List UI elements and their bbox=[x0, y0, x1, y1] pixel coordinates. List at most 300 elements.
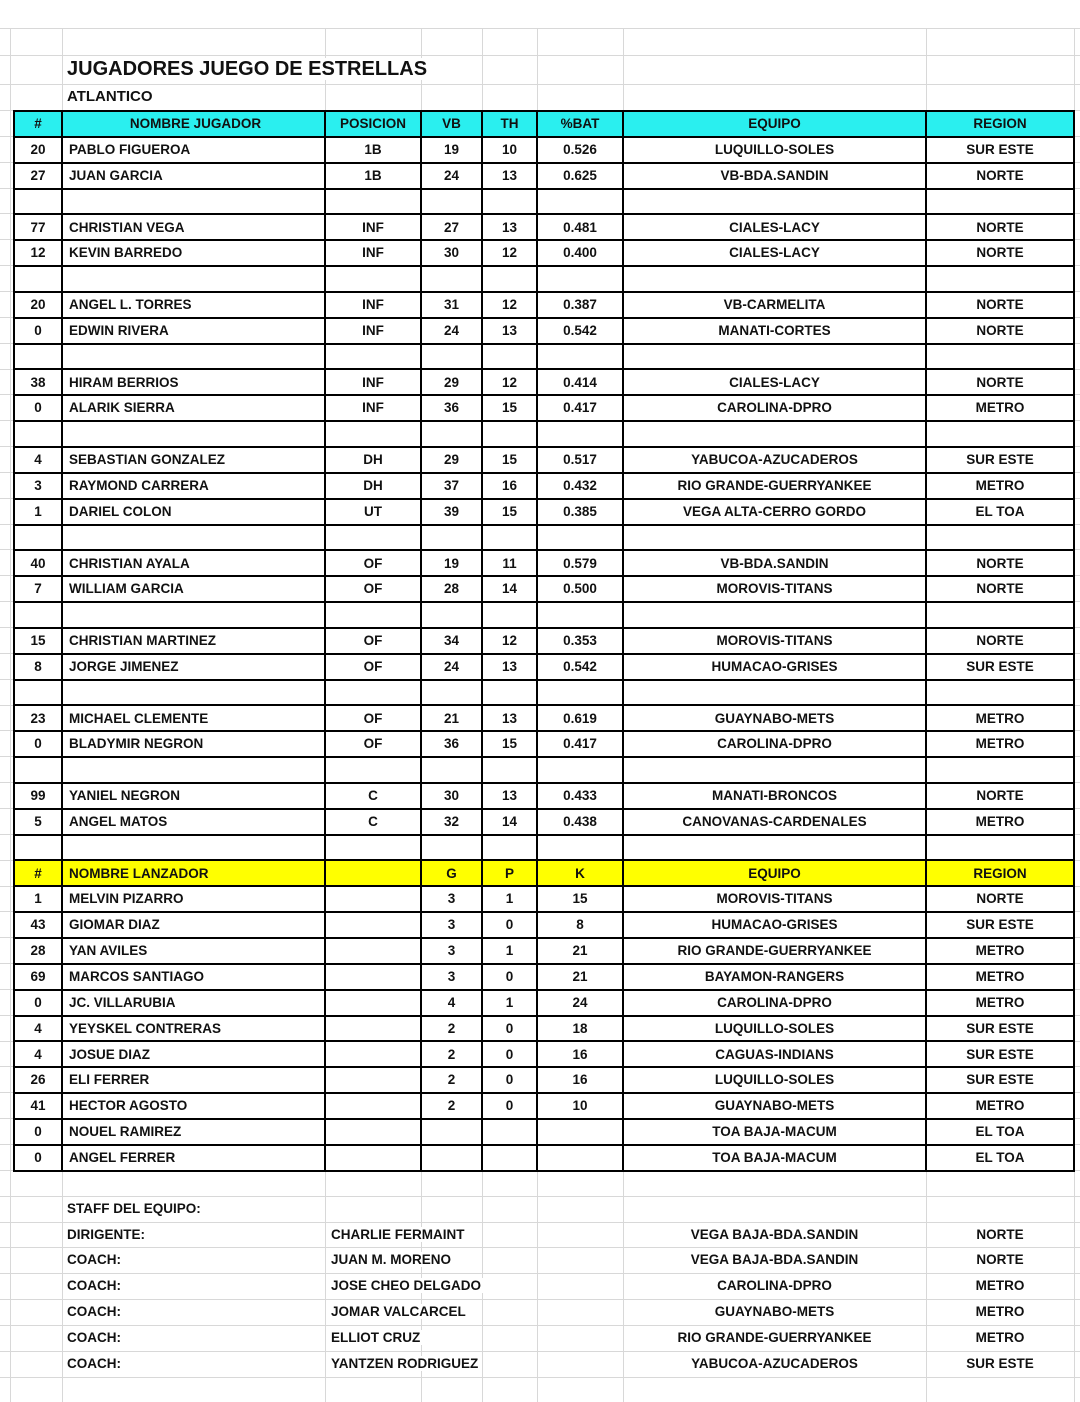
cell-col6 bbox=[537, 1145, 623, 1171]
blank-row bbox=[14, 757, 1074, 783]
cell-col6: 0.579 bbox=[537, 550, 623, 576]
cell-team: MOROVIS-TITANS bbox=[623, 576, 926, 602]
cell-pos: C bbox=[325, 809, 421, 835]
blank-row bbox=[14, 602, 1074, 628]
cell-num: 4 bbox=[14, 1041, 62, 1067]
cell-col4: 24 bbox=[421, 318, 482, 344]
staff-region: METRO bbox=[926, 1273, 1074, 1299]
pitcher-row bbox=[14, 964, 1074, 990]
page-title: JUGADORES JUEGO DE ESTRELLAS bbox=[67, 55, 430, 84]
cell-col4: 31 bbox=[421, 292, 482, 318]
pitchers-header-row bbox=[14, 860, 1074, 886]
cell-num bbox=[14, 602, 62, 628]
blank-row bbox=[14, 835, 1074, 861]
cell-col4: 29 bbox=[421, 447, 482, 473]
cell-pos bbox=[325, 602, 421, 628]
cell-col6: 0.353 bbox=[537, 628, 623, 654]
cell-num: 40 bbox=[14, 550, 62, 576]
cell-col6: 0.625 bbox=[537, 163, 623, 189]
cell-num bbox=[14, 421, 62, 447]
cell-col5: 13 bbox=[482, 318, 537, 344]
cell-pos: OF bbox=[325, 628, 421, 654]
cell-name: MICHAEL CLEMENTE bbox=[62, 705, 325, 731]
cell-region: NORTE bbox=[926, 369, 1074, 395]
cell-team: CIALES-LACY bbox=[623, 240, 926, 266]
cell-region bbox=[926, 757, 1074, 783]
cell-col4: 32 bbox=[421, 809, 482, 835]
cell-col5: 12 bbox=[482, 628, 537, 654]
cell-col4: 39 bbox=[421, 499, 482, 525]
cell-name: EDWIN RIVERA bbox=[62, 318, 325, 344]
cell-num: 1 bbox=[14, 499, 62, 525]
cell-num: 23 bbox=[14, 705, 62, 731]
cell-name bbox=[62, 835, 325, 861]
cell-col5: 10 bbox=[482, 137, 537, 163]
cell-col5: 0 bbox=[482, 1067, 537, 1093]
cell-col4: 34 bbox=[421, 628, 482, 654]
cell-pos bbox=[325, 189, 421, 215]
cell-num: 0 bbox=[14, 990, 62, 1016]
cell-team: LUQUILLO-SOLES bbox=[623, 1016, 926, 1042]
cell-pos bbox=[325, 757, 421, 783]
staff-region: NORTE bbox=[926, 1247, 1074, 1273]
cell-region: METRO bbox=[926, 964, 1074, 990]
cell-name bbox=[62, 189, 325, 215]
cell-name bbox=[62, 344, 325, 370]
staff-name: ELLIOT CRUZ bbox=[328, 1325, 423, 1351]
cell-team bbox=[623, 602, 926, 628]
cell-name: CHRISTIAN MARTINEZ bbox=[62, 628, 325, 654]
cell-region bbox=[926, 344, 1074, 370]
cell-team: RIO GRANDE-GUERRYANKEE bbox=[623, 473, 926, 499]
cell-region bbox=[926, 266, 1074, 292]
header-cell-col6: K bbox=[537, 860, 623, 886]
cell-col4: 3 bbox=[421, 938, 482, 964]
cell-pos: INF bbox=[325, 240, 421, 266]
cell-num: 20 bbox=[14, 137, 62, 163]
cell-pos: DH bbox=[325, 473, 421, 499]
cell-num: 3 bbox=[14, 473, 62, 499]
blank-row bbox=[14, 525, 1074, 551]
cell-col4 bbox=[421, 602, 482, 628]
cell-num: 20 bbox=[14, 292, 62, 318]
cell-name: RAYMOND CARRERA bbox=[62, 473, 325, 499]
cell-col5: 1 bbox=[482, 990, 537, 1016]
cell-name: ALARIK SIERRA bbox=[62, 395, 325, 421]
cell-col4: 21 bbox=[421, 705, 482, 731]
player-row bbox=[14, 369, 1074, 395]
cell-name: JORGE JIMENEZ bbox=[62, 654, 325, 680]
player-row bbox=[14, 137, 1074, 163]
cell-num: 26 bbox=[14, 1067, 62, 1093]
cell-col4 bbox=[421, 525, 482, 551]
cell-pos: 1B bbox=[325, 137, 421, 163]
cell-col5 bbox=[482, 189, 537, 215]
staff-team: CAROLINA-DPRO bbox=[623, 1273, 926, 1299]
cell-col4: 36 bbox=[421, 395, 482, 421]
cell-team: VB-BDA.SANDIN bbox=[623, 163, 926, 189]
cell-team: TOA BAJA-MACUM bbox=[623, 1119, 926, 1145]
cell-region: SUR ESTE bbox=[926, 447, 1074, 473]
cell-pos bbox=[325, 266, 421, 292]
cell-team: MOROVIS-TITANS bbox=[623, 628, 926, 654]
cell-num: 43 bbox=[14, 912, 62, 938]
cell-col4: 30 bbox=[421, 783, 482, 809]
cell-team: CAROLINA-DPRO bbox=[623, 395, 926, 421]
cell-team: CIALES-LACY bbox=[623, 214, 926, 240]
cell-col6: 21 bbox=[537, 964, 623, 990]
cell-col6: 15 bbox=[537, 886, 623, 912]
cell-col5: 14 bbox=[482, 809, 537, 835]
header-cell-num: # bbox=[14, 111, 62, 137]
player-row bbox=[14, 783, 1074, 809]
player-row bbox=[14, 473, 1074, 499]
cell-team: CAROLINA-DPRO bbox=[623, 990, 926, 1016]
cell-col6: 0.481 bbox=[537, 214, 623, 240]
cell-team: HUMACAO-GRISES bbox=[623, 654, 926, 680]
cell-name bbox=[62, 602, 325, 628]
player-row bbox=[14, 654, 1074, 680]
staff-region: NORTE bbox=[926, 1222, 1074, 1248]
cell-pos bbox=[325, 886, 421, 912]
cell-col5: 13 bbox=[482, 705, 537, 731]
cell-num bbox=[14, 757, 62, 783]
header-cell-name: NOMBRE LANZADOR bbox=[62, 860, 325, 886]
header-cell-pos: POSICION bbox=[325, 111, 421, 137]
cell-num: 4 bbox=[14, 1016, 62, 1042]
cell-name: MARCOS SANTIAGO bbox=[62, 964, 325, 990]
cell-region: SUR ESTE bbox=[926, 1041, 1074, 1067]
cell-team: LUQUILLO-SOLES bbox=[623, 1067, 926, 1093]
blank-row bbox=[14, 680, 1074, 706]
cell-col5: 11 bbox=[482, 550, 537, 576]
cell-region: NORTE bbox=[926, 628, 1074, 654]
cell-num: 0 bbox=[14, 318, 62, 344]
cell-col5: 0 bbox=[482, 964, 537, 990]
cell-region: EL TOA bbox=[926, 1119, 1074, 1145]
cell-name: CHRISTIAN VEGA bbox=[62, 214, 325, 240]
cell-pos bbox=[325, 1067, 421, 1093]
cell-col6 bbox=[537, 602, 623, 628]
cell-col6: 8 bbox=[537, 912, 623, 938]
cell-col6 bbox=[537, 344, 623, 370]
cell-num: 8 bbox=[14, 654, 62, 680]
cell-pos: OF bbox=[325, 654, 421, 680]
cell-col5: 12 bbox=[482, 240, 537, 266]
cell-num: 0 bbox=[14, 1119, 62, 1145]
header-cell-pos bbox=[325, 860, 421, 886]
cell-col4: 19 bbox=[421, 137, 482, 163]
cell-num: 15 bbox=[14, 628, 62, 654]
cell-pos: INF bbox=[325, 292, 421, 318]
cell-team: VEGA ALTA-CERRO GORDO bbox=[623, 499, 926, 525]
player-row bbox=[14, 809, 1074, 835]
cell-team bbox=[623, 525, 926, 551]
cell-name: DARIEL COLON bbox=[62, 499, 325, 525]
cell-region: METRO bbox=[926, 938, 1074, 964]
cell-pos: INF bbox=[325, 214, 421, 240]
cell-name: YEYSKEL CONTRERAS bbox=[62, 1016, 325, 1042]
cell-col6: 10 bbox=[537, 1093, 623, 1119]
cell-region: SUR ESTE bbox=[926, 1016, 1074, 1042]
pitcher-row bbox=[14, 1016, 1074, 1042]
cell-col6 bbox=[537, 525, 623, 551]
cell-col4 bbox=[421, 1145, 482, 1171]
header-cell-num: # bbox=[14, 860, 62, 886]
cell-region: METRO bbox=[926, 731, 1074, 757]
cell-region: NORTE bbox=[926, 163, 1074, 189]
cell-col4 bbox=[421, 266, 482, 292]
cell-col5 bbox=[482, 835, 537, 861]
cell-col4: 4 bbox=[421, 990, 482, 1016]
cell-region: METRO bbox=[926, 990, 1074, 1016]
player-row bbox=[14, 395, 1074, 421]
cell-name: ELI FERRER bbox=[62, 1067, 325, 1093]
cell-num bbox=[14, 525, 62, 551]
cell-pos: OF bbox=[325, 731, 421, 757]
cell-region: NORTE bbox=[926, 886, 1074, 912]
cell-team: MOROVIS-TITANS bbox=[623, 886, 926, 912]
pitcher-row bbox=[14, 912, 1074, 938]
staff-team: YABUCOA-AZUCADEROS bbox=[623, 1351, 926, 1377]
cell-col4: 3 bbox=[421, 912, 482, 938]
cell-pos bbox=[325, 912, 421, 938]
pitcher-row bbox=[14, 1093, 1074, 1119]
cell-col6: 0.433 bbox=[537, 783, 623, 809]
cell-col4 bbox=[421, 344, 482, 370]
cell-col4 bbox=[421, 189, 482, 215]
cell-team bbox=[623, 421, 926, 447]
cell-name: JUAN GARCIA bbox=[62, 163, 325, 189]
cell-team: CAGUAS-INDIANS bbox=[623, 1041, 926, 1067]
cell-num: 4 bbox=[14, 447, 62, 473]
player-row bbox=[14, 163, 1074, 189]
cell-name bbox=[62, 266, 325, 292]
blank-row bbox=[14, 344, 1074, 370]
header-cell-team: EQUIPO bbox=[623, 860, 926, 886]
cell-num: 27 bbox=[14, 163, 62, 189]
cell-col4 bbox=[421, 835, 482, 861]
staff-team: VEGA BAJA-BDA.SANDIN bbox=[623, 1247, 926, 1273]
staff-role: COACH: bbox=[64, 1273, 124, 1299]
cell-pos bbox=[325, 525, 421, 551]
staff-region: METRO bbox=[926, 1299, 1074, 1325]
cell-region bbox=[926, 421, 1074, 447]
cell-col6: 0.526 bbox=[537, 137, 623, 163]
batters-header-row bbox=[14, 111, 1074, 137]
cell-col6: 24 bbox=[537, 990, 623, 1016]
cell-col5: 12 bbox=[482, 369, 537, 395]
cell-num bbox=[14, 680, 62, 706]
cell-col4: 3 bbox=[421, 886, 482, 912]
cell-pos: OF bbox=[325, 550, 421, 576]
cell-col5 bbox=[482, 421, 537, 447]
cell-col6 bbox=[537, 1119, 623, 1145]
cell-col5: 13 bbox=[482, 783, 537, 809]
cell-team bbox=[623, 680, 926, 706]
staff-role: COACH: bbox=[64, 1299, 124, 1325]
cell-col5 bbox=[482, 1119, 537, 1145]
cell-team: CAROLINA-DPRO bbox=[623, 731, 926, 757]
cell-col5: 1 bbox=[482, 938, 537, 964]
cell-region: SUR ESTE bbox=[926, 137, 1074, 163]
cell-col4 bbox=[421, 757, 482, 783]
cell-name: JOSUE DIAZ bbox=[62, 1041, 325, 1067]
blank-row bbox=[14, 189, 1074, 215]
player-row bbox=[14, 499, 1074, 525]
cell-col5: 13 bbox=[482, 654, 537, 680]
cell-region: SUR ESTE bbox=[926, 1067, 1074, 1093]
cell-num: 77 bbox=[14, 214, 62, 240]
cell-pos: OF bbox=[325, 705, 421, 731]
cell-region: NORTE bbox=[926, 576, 1074, 602]
cell-pos bbox=[325, 964, 421, 990]
staff-role: COACH: bbox=[64, 1247, 124, 1273]
cell-pos: OF bbox=[325, 576, 421, 602]
cell-col4: 30 bbox=[421, 240, 482, 266]
staff-name: YANTZEN RODRIGUEZ bbox=[328, 1351, 481, 1377]
staff-region: SUR ESTE bbox=[926, 1351, 1074, 1377]
cell-col6: 21 bbox=[537, 938, 623, 964]
cell-num bbox=[14, 189, 62, 215]
cell-pos bbox=[325, 938, 421, 964]
blank-row bbox=[14, 266, 1074, 292]
player-row bbox=[14, 628, 1074, 654]
cell-num: 28 bbox=[14, 938, 62, 964]
cell-team: GUAYNABO-METS bbox=[623, 705, 926, 731]
cell-region: NORTE bbox=[926, 292, 1074, 318]
cell-col5: 12 bbox=[482, 292, 537, 318]
cell-region: METRO bbox=[926, 1093, 1074, 1119]
staff-name: JUAN M. MORENO bbox=[328, 1247, 454, 1273]
cell-col6: 16 bbox=[537, 1041, 623, 1067]
staff-name: CHARLIE FERMAINT bbox=[328, 1222, 468, 1248]
cell-col4: 27 bbox=[421, 214, 482, 240]
cell-pos bbox=[325, 1093, 421, 1119]
cell-col4: 24 bbox=[421, 163, 482, 189]
header-cell-col5: TH bbox=[482, 111, 537, 137]
cell-name: NOUEL RAMIREZ bbox=[62, 1119, 325, 1145]
cell-col6: 0.542 bbox=[537, 654, 623, 680]
cell-col4: 28 bbox=[421, 576, 482, 602]
cell-pos bbox=[325, 835, 421, 861]
cell-region: METRO bbox=[926, 809, 1074, 835]
cell-num: 5 bbox=[14, 809, 62, 835]
staff-name: JOSE CHEO DELGADO bbox=[328, 1273, 484, 1299]
cell-col6: 0.385 bbox=[537, 499, 623, 525]
cell-col4: 29 bbox=[421, 369, 482, 395]
cell-name bbox=[62, 421, 325, 447]
cell-team: VB-CARMELITA bbox=[623, 292, 926, 318]
cell-name bbox=[62, 525, 325, 551]
player-row bbox=[14, 292, 1074, 318]
cell-region: NORTE bbox=[926, 550, 1074, 576]
cell-col4: 2 bbox=[421, 1067, 482, 1093]
cell-region bbox=[926, 835, 1074, 861]
cell-col5 bbox=[482, 680, 537, 706]
cell-pos bbox=[325, 344, 421, 370]
cell-num bbox=[14, 835, 62, 861]
header-cell-col4: G bbox=[421, 860, 482, 886]
cell-col5 bbox=[482, 602, 537, 628]
cell-pos bbox=[325, 1119, 421, 1145]
cell-col5: 0 bbox=[482, 912, 537, 938]
header-cell-region: REGION bbox=[926, 111, 1074, 137]
cell-col5 bbox=[482, 266, 537, 292]
cell-num: 0 bbox=[14, 1145, 62, 1171]
cell-num bbox=[14, 266, 62, 292]
cell-col5 bbox=[482, 1145, 537, 1171]
player-row bbox=[14, 240, 1074, 266]
cell-col6: 18 bbox=[537, 1016, 623, 1042]
header-cell-col6: %BAT bbox=[537, 111, 623, 137]
cell-name: WILLIAM GARCIA bbox=[62, 576, 325, 602]
cell-num: 38 bbox=[14, 369, 62, 395]
player-row bbox=[14, 550, 1074, 576]
cell-name: PABLO FIGUEROA bbox=[62, 137, 325, 163]
staff-team: GUAYNABO-METS bbox=[623, 1299, 926, 1325]
cell-name: JC. VILLARUBIA bbox=[62, 990, 325, 1016]
cell-pos: C bbox=[325, 783, 421, 809]
cell-col4: 3 bbox=[421, 964, 482, 990]
player-row bbox=[14, 705, 1074, 731]
pitcher-row bbox=[14, 990, 1074, 1016]
cell-name: ANGEL FERRER bbox=[62, 1145, 325, 1171]
cell-team: CANOVANAS-CARDENALES bbox=[623, 809, 926, 835]
cell-region bbox=[926, 602, 1074, 628]
cell-col5: 13 bbox=[482, 214, 537, 240]
cell-region: EL TOA bbox=[926, 499, 1074, 525]
gridline-horizontal bbox=[0, 1377, 1080, 1378]
cell-name: KEVIN BARREDO bbox=[62, 240, 325, 266]
cell-region: NORTE bbox=[926, 783, 1074, 809]
cell-team: TOA BAJA-MACUM bbox=[623, 1145, 926, 1171]
cell-col6 bbox=[537, 757, 623, 783]
cell-team bbox=[623, 344, 926, 370]
cell-num: 0 bbox=[14, 731, 62, 757]
gridline-vertical bbox=[10, 28, 11, 1402]
cell-region: SUR ESTE bbox=[926, 654, 1074, 680]
cell-col5: 16 bbox=[482, 473, 537, 499]
cell-name: GIOMAR DIAZ bbox=[62, 912, 325, 938]
cell-team bbox=[623, 266, 926, 292]
cell-col4 bbox=[421, 421, 482, 447]
cell-num: 1 bbox=[14, 886, 62, 912]
cell-col6 bbox=[537, 421, 623, 447]
cell-col5: 1 bbox=[482, 886, 537, 912]
cell-pos: INF bbox=[325, 318, 421, 344]
cell-region bbox=[926, 189, 1074, 215]
cell-col6: 0.542 bbox=[537, 318, 623, 344]
pitcher-row bbox=[14, 886, 1074, 912]
cell-col4: 37 bbox=[421, 473, 482, 499]
cell-name: ANGEL L. TORRES bbox=[62, 292, 325, 318]
header-cell-team: EQUIPO bbox=[623, 111, 926, 137]
cell-name: ANGEL MATOS bbox=[62, 809, 325, 835]
cell-pos: 1B bbox=[325, 163, 421, 189]
cell-name: HIRAM BERRIOS bbox=[62, 369, 325, 395]
cell-col4: 2 bbox=[421, 1093, 482, 1119]
cell-team: MANATI-BRONCOS bbox=[623, 783, 926, 809]
header-cell-col4: VB bbox=[421, 111, 482, 137]
player-row bbox=[14, 576, 1074, 602]
cell-col4: 19 bbox=[421, 550, 482, 576]
cell-region: NORTE bbox=[926, 240, 1074, 266]
blank-row bbox=[14, 421, 1074, 447]
cell-region: METRO bbox=[926, 473, 1074, 499]
cell-team: CIALES-LACY bbox=[623, 369, 926, 395]
pitcher-row bbox=[14, 1145, 1074, 1171]
